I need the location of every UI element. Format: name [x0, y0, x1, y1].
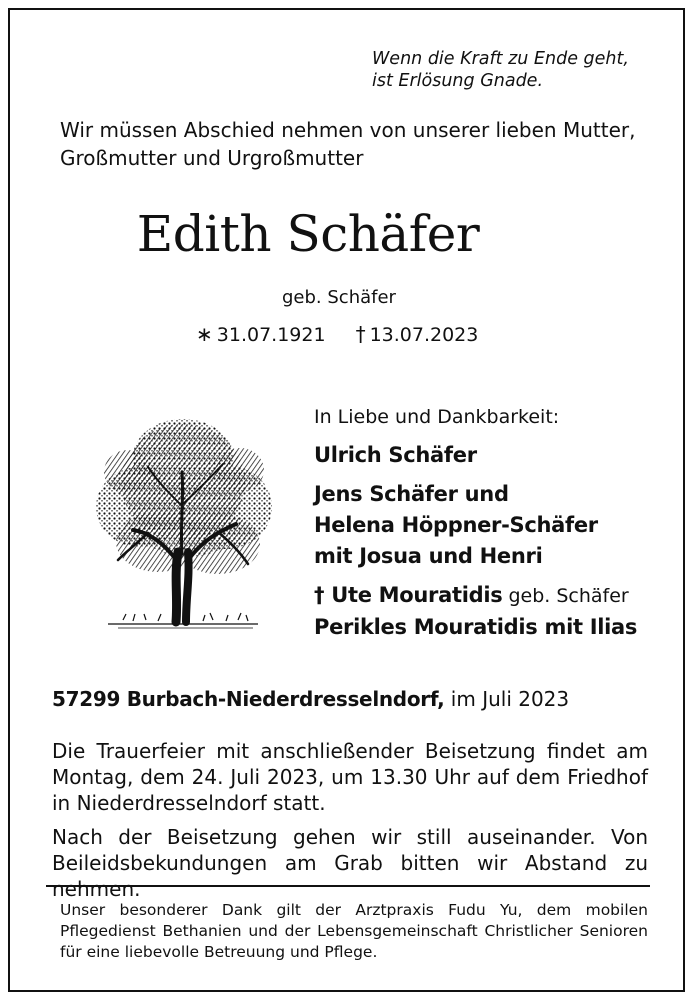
place-date: [52, 685, 569, 713]
divider: [46, 885, 650, 887]
thanks-note: Unser besonderer Dank gilt der Arztpraxis Fudu Yu, dem mobilen Pflegedienst Bethanien und der Lebensgemeinschaft Christlicher Senioren für eine liebevolle Betreuung und Pflege.: [60, 901, 648, 961]
mourner-line: Jens Schäfer und: [314, 482, 509, 506]
mourner-line: Helena Höppner-Schäfer: [314, 513, 598, 537]
deceased-name: [10, 204, 650, 264]
place-location: 57299 Burbach-Niederdresselndorf,: [52, 687, 445, 711]
place-month: im Juli 2023: [444, 687, 570, 711]
mourner-line: [314, 580, 684, 612]
mourners-list: [314, 440, 684, 643]
birth-date: 31.07.1921: [216, 324, 326, 346]
maiden-name: geb. Schäfer: [282, 287, 396, 308]
mourner-group-2: [314, 479, 684, 572]
intro-line-2: Großmutter und Urgroßmutter: [60, 146, 364, 170]
deceased-name-text: Edith Schäfer: [136, 205, 480, 263]
quote-line-1: Wenn die Kraft zu Ende geht,: [372, 49, 629, 69]
mourner-deceased-name: † Ute Mouratidis: [314, 583, 503, 607]
intro-text: [60, 116, 680, 172]
birth-symbol: ∗: [196, 322, 213, 346]
quote: [372, 48, 672, 92]
condolence-note: Nach der Beisetzung gehen wir still auseinander. Von Beileidsbekundungen am Grab bitten wir Abstand zu nehmen.: [52, 825, 648, 901]
quote-line-2: ist Erlösung Gnade.: [372, 71, 544, 91]
life-dates: [196, 320, 478, 349]
tree-icon: [88, 412, 278, 636]
mourner-line: mit Josua und Henri: [314, 544, 543, 568]
obituary-notice: [8, 8, 685, 992]
mourner-line: Ulrich Schäfer: [314, 443, 477, 467]
mourner-nee: geb. Schäfer: [502, 585, 629, 607]
death-symbol: †: [355, 322, 366, 346]
intro-line-1: Wir müssen Abschied nehmen von unserer lieben Mutter,: [60, 118, 636, 142]
mourner-group-1: [314, 440, 684, 471]
mourners-heading: In Liebe und Dankbarkeit:: [314, 406, 560, 428]
mourner-line: Perikles Mouratidis mit Ilias: [314, 615, 638, 639]
funeral-info: Die Trauerfeier mit anschließender Beisetzung findet am Montag, dem 24. Juli 2023, um 13.30 Uhr auf dem Friedhof in Niederdresselndorf statt.: [52, 739, 648, 815]
death-date: 13.07.2023: [369, 324, 479, 346]
mourner-group-3: [314, 580, 684, 643]
